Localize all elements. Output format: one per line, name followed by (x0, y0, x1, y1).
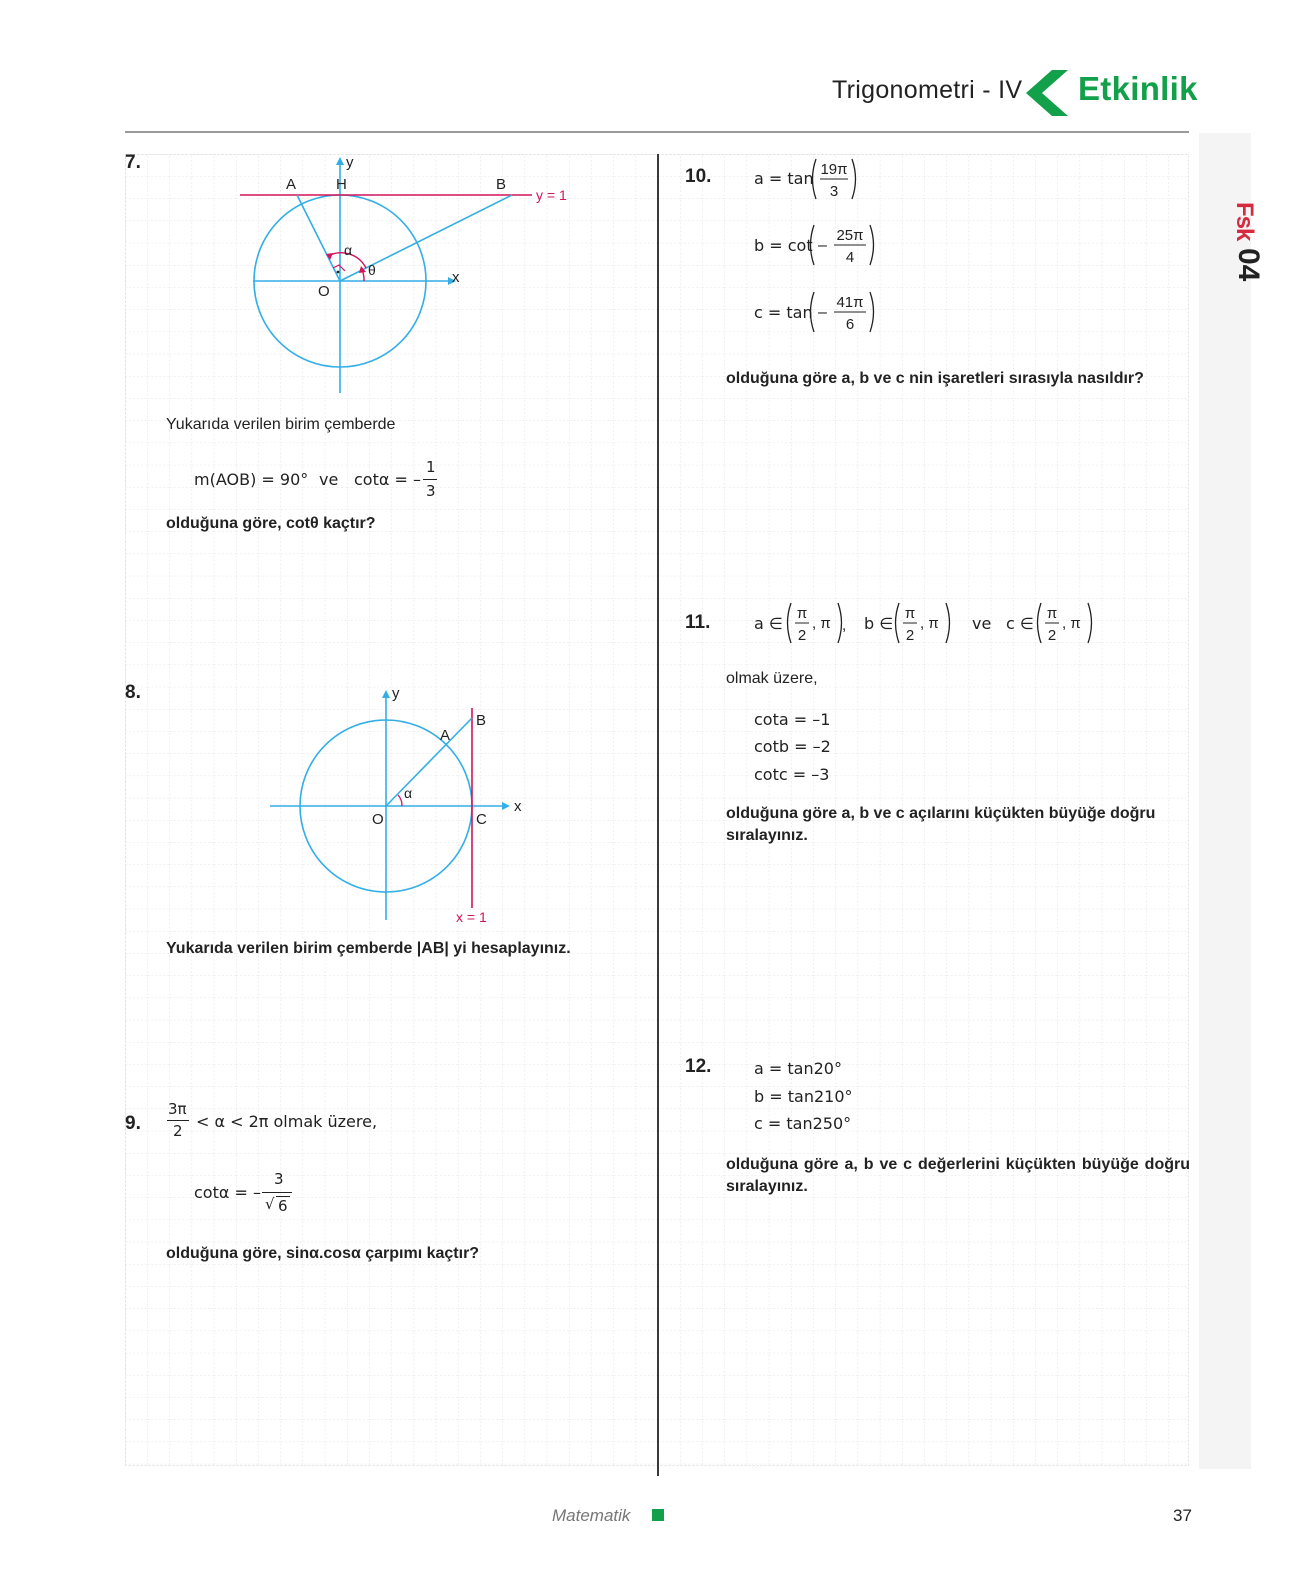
label-line-y1: y = 1 (536, 187, 567, 203)
label-H: H (336, 176, 347, 193)
q9-frac-num: 3π (168, 1100, 187, 1118)
question-number: 7. (125, 152, 141, 173)
q10-c-minus: – (818, 304, 827, 321)
right-angle-dot (337, 271, 340, 274)
header-divider (125, 131, 1189, 133)
q7-question: olduğuna göre, cotθ kaçtır? (166, 515, 376, 532)
q10-a-lhs: a = tan (754, 169, 814, 188)
q12-a: a = tan20° (754, 1059, 842, 1078)
footer-subject: Matematik (552, 1506, 631, 1525)
q9-cot-num: 3 (274, 1170, 284, 1188)
label-B: B (496, 176, 507, 193)
label-x: x (452, 269, 460, 286)
label-line-x1: x = 1 (456, 909, 487, 925)
q10-b-num: 25π (836, 227, 864, 244)
q10-a-num: 19π (820, 161, 848, 178)
q11-b-end: , π (920, 615, 939, 632)
side-tab (1199, 133, 1251, 1469)
q11-b-pi: π (904, 605, 916, 622)
label-C: C (476, 811, 487, 828)
column-divider (657, 154, 659, 1476)
q10-b-lhs: b = cot (754, 236, 813, 255)
label-O: O (372, 811, 384, 828)
q10-c-fraction (806, 289, 878, 335)
label-alpha: α (404, 785, 413, 801)
q7-angle-condition: m(AOB) = 90° (194, 470, 309, 489)
chapter-title: Trigonometri - IV (832, 76, 1023, 104)
q7-ve: ve (319, 470, 339, 489)
q11-intro: olmak üzere, (726, 670, 818, 687)
label-y: y (346, 154, 354, 171)
q11-a-in: a ∈ (754, 614, 783, 633)
q9-frac-den: 2 (173, 1122, 183, 1140)
x-arrow-icon (502, 802, 510, 810)
q7-frac-den: 3 (426, 482, 436, 500)
q8-question: Yukarıda verilen birim çemberde |AB| yi hesaplayınız. (166, 940, 571, 957)
y-arrow-icon (336, 157, 344, 165)
q11-a-end: , π (812, 615, 831, 632)
q9-cot-lhs: cotα = – (194, 1183, 261, 1202)
label-O: O (318, 283, 330, 300)
q10-c-num: 41π (836, 294, 864, 311)
q11-c-in: c ∈ (1006, 614, 1034, 633)
q7-intro: Yukarıda verilen birim çemberde (166, 416, 396, 433)
q10-b-den: 4 (845, 249, 855, 266)
q7-frac-bar (423, 479, 437, 480)
q11-b-interval (892, 600, 954, 646)
label-x: x (514, 798, 522, 815)
footer-square-icon (652, 1509, 664, 1521)
fasikul-logo: Fsk (1231, 202, 1258, 241)
q10-b-fraction (806, 222, 878, 268)
q11-a-interval (784, 600, 850, 646)
q11-a-two: 2 (797, 627, 807, 644)
q9-cot-bar (262, 1192, 292, 1193)
label-A: A (286, 176, 297, 193)
q10-a-den: 3 (829, 183, 839, 200)
q12-b: b = tan210° (754, 1087, 853, 1106)
q11-question: olduğuna göre a, b ve c açılarını küçükten büyüğe doğru sıralayınız. (726, 805, 1156, 844)
page-number: 37 (1173, 1506, 1192, 1525)
label-alpha: α (344, 242, 353, 258)
question-number: 10. (685, 166, 712, 187)
q11-a-pi: π (796, 605, 808, 622)
q11-ve: ve (972, 614, 992, 633)
q10-b-minus: – (818, 237, 827, 254)
fasikul-tab-label (1203, 200, 1265, 310)
q11-a-comma: , (842, 617, 847, 634)
q9-frac-bar (167, 1120, 189, 1121)
question-number: 12. (685, 1056, 712, 1077)
question-number: 8. (125, 682, 141, 703)
label-A: A (440, 727, 451, 744)
q7-cot-lhs: cotα = – (354, 470, 421, 489)
q10-a-fraction (808, 156, 860, 202)
question-number: 11. (685, 612, 711, 633)
label-B: B (476, 712, 487, 729)
q9-cot-den: 6 (278, 1197, 288, 1215)
q7-frac-num: 1 (426, 458, 436, 476)
q9-range: < α < 2π olmak üzere, (196, 1112, 378, 1131)
label-theta: θ (368, 262, 376, 278)
q12-c: c = tan250° (754, 1114, 852, 1133)
fasikul-number: 04 (1232, 248, 1265, 282)
q11-cot-a: cota = –1 (754, 710, 831, 729)
q11-cot-c: cotc = –3 (754, 765, 830, 784)
unit-circle-figure-q7 (220, 155, 600, 395)
sqrt-icon: √ (265, 1195, 275, 1213)
q11-b-in: b ∈ (864, 614, 894, 633)
section-brand: Etkinlik (1078, 70, 1198, 107)
q10-c-lhs: c = tan (754, 303, 813, 322)
q12-question: olduğuna göre a, b ve c değerlerini küçükten büyüğe doğru sıralayınız. (726, 1156, 1190, 1195)
y-arrow-icon (382, 690, 390, 698)
q11-c-end: , π (1062, 615, 1081, 632)
q11-c-interval (1034, 600, 1096, 646)
alpha-arc (398, 795, 402, 806)
q11-c-pi: π (1046, 605, 1058, 622)
unit-circle-figure-q8 (268, 685, 538, 925)
label-y: y (392, 685, 400, 702)
chevron-left-icon (1022, 70, 1070, 116)
q11-c-two: 2 (1047, 627, 1057, 644)
q9-question: olduğuna göre, sinα.cosα çarpımı kaçtır? (166, 1245, 480, 1262)
q11-b-two: 2 (905, 627, 915, 644)
q11-cot-b: cotb = –2 (754, 737, 831, 756)
question-number: 9. (125, 1113, 141, 1134)
q10-c-den: 6 (845, 316, 855, 333)
q10-question: olduğuna göre a, b ve c nin işaretleri sırasıyla nasıldır? (726, 370, 1144, 387)
